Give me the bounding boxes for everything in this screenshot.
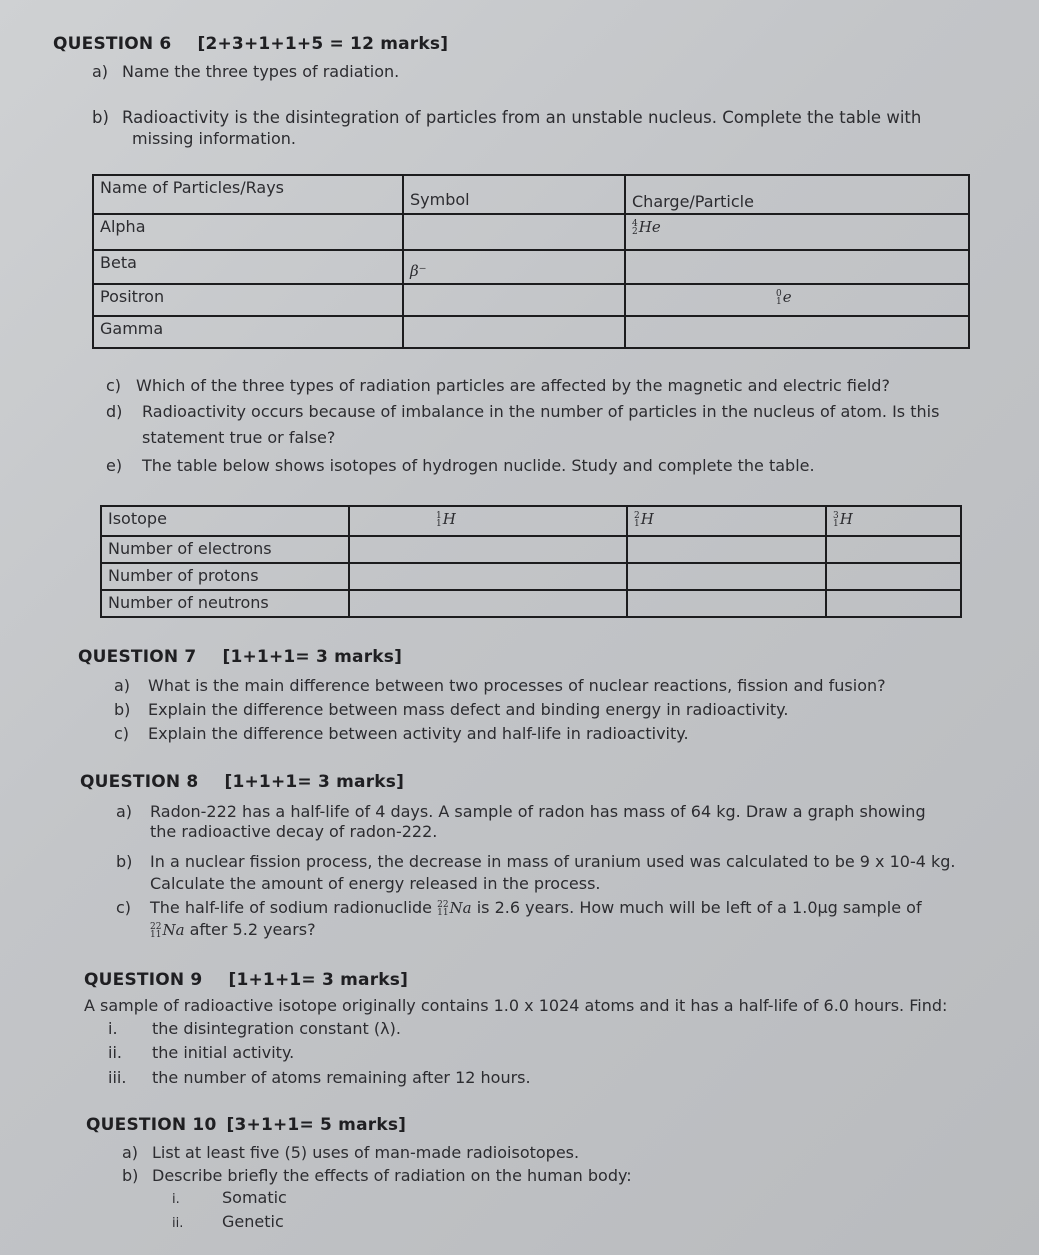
symbol-cell[interactable]: [403, 284, 625, 316]
item-text: the initial activity.: [152, 1043, 295, 1062]
item-label: iii.: [108, 1068, 127, 1087]
item-text: Somatic: [222, 1188, 287, 1207]
isotope-header: 3 1 H: [826, 506, 961, 536]
header-cell: Symbol: [403, 175, 625, 214]
item-text: The table below shows isotopes of hydrogen nuclide. Study and complete the table.: [142, 456, 815, 475]
table-row: [93, 250, 969, 284]
question-6d: [106, 402, 939, 421]
question-8a: [116, 802, 926, 821]
question-8a-cont: the radioactive decay of radon-222.: [150, 822, 438, 841]
radiation-table: [92, 174, 970, 349]
question-9-i: [108, 1019, 401, 1038]
item-text: Name the three types of radiation.: [122, 62, 400, 81]
item-text: Explain the difference between mass defect and binding energy in radioactivity.: [148, 700, 789, 719]
answer-cell[interactable]: [627, 590, 826, 617]
question-10a: [122, 1143, 579, 1162]
answer-cell[interactable]: [349, 590, 627, 617]
question-6b-cont: missing information.: [132, 129, 296, 148]
charge-cell: [625, 284, 969, 316]
question-10b: [122, 1166, 632, 1185]
question-7b: [114, 700, 788, 719]
name-cell: Beta: [93, 250, 403, 284]
item-label: b): [122, 1166, 139, 1185]
isotope-table: [100, 505, 962, 618]
item-label: c): [114, 724, 130, 743]
question-10b-ii: [172, 1212, 284, 1231]
question-6b: [92, 108, 921, 127]
item-label: e): [106, 456, 123, 475]
item-text: In a nuclear fission process, the decrease in mass of uranium used was calculated to be 9 x 10-4 kg.: [150, 852, 956, 871]
item-label: i.: [172, 1192, 180, 1207]
item-text: Which of the three types of radiation particles are affected by the magnetic and electric field?: [136, 376, 890, 395]
item-label: ii.: [108, 1043, 122, 1062]
answer-cell[interactable]: [826, 590, 961, 617]
question-6-heading: [53, 34, 448, 54]
item-text: Radioactivity occurs because of imbalance in the number of particles in the nucleus of atom. Is this: [142, 402, 940, 421]
symbol-cell[interactable]: [403, 316, 625, 348]
item-text: List at least five (5) uses of man-made radioisotopes.: [152, 1143, 580, 1162]
question-9-intro: A sample of radioactive isotope originally contains 1.0 x 1024 atoms and it has a half-life of 6.0 hours. Find:: [84, 996, 948, 1015]
table-header-row: [93, 175, 969, 214]
question-title: QUESTION 7: [78, 647, 197, 667]
question-8-heading: [80, 772, 404, 792]
sodium-nuclide: 22 11 Na: [150, 921, 185, 940]
table-row: [101, 563, 961, 590]
item-text: Describe briefly the effects of radiation on the human body:: [152, 1166, 632, 1185]
answer-cell[interactable]: [627, 536, 826, 563]
symbol-cell: [403, 250, 625, 284]
answer-cell[interactable]: [826, 563, 961, 590]
table-row: [101, 536, 961, 563]
question-9-ii: [108, 1043, 294, 1062]
symbol-cell[interactable]: [403, 214, 625, 250]
question-7a: [114, 676, 886, 695]
question-10-heading: [86, 1115, 406, 1135]
table-row: [93, 316, 969, 348]
item-text: Radon-222 has a half-life of 4 days. A sample of radon has mass of 64 kg. Draw a graph showing: [150, 802, 926, 821]
question-6a: [92, 62, 399, 81]
question-10b-i: [172, 1188, 287, 1207]
question-9-iii: [108, 1068, 531, 1087]
nuclide-symbol: 0 1 e: [776, 288, 792, 307]
question-marks: [2+3+1+1+5 = 12 marks]: [197, 34, 449, 54]
row-label: Number of neutrons: [101, 590, 349, 617]
answer-cell[interactable]: [826, 536, 961, 563]
item-label: b): [116, 852, 133, 871]
item-label: c): [116, 898, 132, 917]
row-label: Number of electrons: [101, 536, 349, 563]
item-text: Genetic: [222, 1212, 284, 1231]
row-label: Number of protons: [101, 563, 349, 590]
item-label: d): [106, 402, 123, 421]
charge-cell: [625, 214, 969, 250]
question-9-heading: [84, 970, 408, 990]
item-text: What is the main difference between two processes of nuclear reactions, fission and fusion?: [148, 676, 886, 695]
question-marks: [1+1+1= 3 marks]: [222, 647, 403, 667]
question-6e: [106, 456, 815, 475]
item-text: Explain the difference between activity and half-life in radioactivity.: [148, 724, 689, 743]
question-marks: [1+1+1= 3 marks]: [228, 970, 409, 990]
item-text: is 2.6 years. How much will be left of a 1.0μg sample of: [471, 898, 922, 917]
item-label: i.: [108, 1019, 118, 1038]
charge-cell[interactable]: [625, 316, 969, 348]
charge-cell[interactable]: [625, 250, 969, 284]
question-7c: [114, 724, 689, 743]
name-cell: Positron: [93, 284, 403, 316]
header-cell: Name of Particles/Rays: [93, 175, 403, 214]
answer-cell[interactable]: [349, 536, 627, 563]
question-8c: [116, 898, 922, 917]
item-text: The half-life of sodium radionuclide: [150, 898, 438, 917]
header-cell: Isotope: [101, 506, 349, 536]
question-title: QUESTION 8: [80, 772, 199, 792]
item-label: b): [92, 108, 109, 127]
question-8c-cont: [150, 920, 316, 939]
item-text: the number of atoms remaining after 12 hours.: [152, 1068, 531, 1087]
table-header-row: [101, 506, 961, 536]
item-label: a): [122, 1143, 139, 1162]
item-text: the disintegration constant (λ).: [152, 1019, 401, 1038]
table-row: [93, 284, 969, 316]
item-label: a): [114, 676, 131, 695]
name-cell: Alpha: [93, 214, 403, 250]
table-row: [101, 590, 961, 617]
question-title: QUESTION 10: [86, 1115, 217, 1135]
question-6c: [106, 376, 890, 395]
question-8b-cont: Calculate the amount of energy released in the process.: [150, 874, 601, 893]
answer-cell[interactable]: [627, 563, 826, 590]
isotope-header: 1 1 H: [349, 506, 627, 536]
table-row: [93, 214, 969, 250]
item-label: a): [92, 62, 109, 81]
question-7-heading: [78, 647, 402, 667]
question-title: QUESTION 6: [53, 34, 172, 54]
question-8b: [116, 852, 956, 871]
item-label: ii.: [172, 1216, 184, 1231]
item-label: a): [116, 802, 133, 821]
beta-symbol: β⁻: [410, 262, 427, 280]
question-title: QUESTION 9: [84, 970, 203, 990]
item-label: c): [106, 376, 122, 395]
question-marks: [1+1+1= 3 marks]: [224, 772, 405, 792]
sodium-nuclide: 22 11 Na: [437, 899, 472, 918]
item-text: after 5.2 years?: [184, 920, 316, 939]
question-6d-cont: statement true or false?: [142, 428, 336, 447]
item-label: b): [114, 700, 131, 719]
answer-cell[interactable]: [349, 563, 627, 590]
name-cell: Gamma: [93, 316, 403, 348]
header-cell: Charge/Particle: [625, 175, 969, 214]
nuclide-symbol: 4 2 He: [632, 218, 661, 237]
isotope-header: 2 1 H: [627, 506, 826, 536]
item-text: Radioactivity is the disintegration of particles from an unstable nucleus. Complete the table with: [122, 108, 922, 127]
question-marks: [3+1+1= 5 marks]: [226, 1115, 407, 1135]
